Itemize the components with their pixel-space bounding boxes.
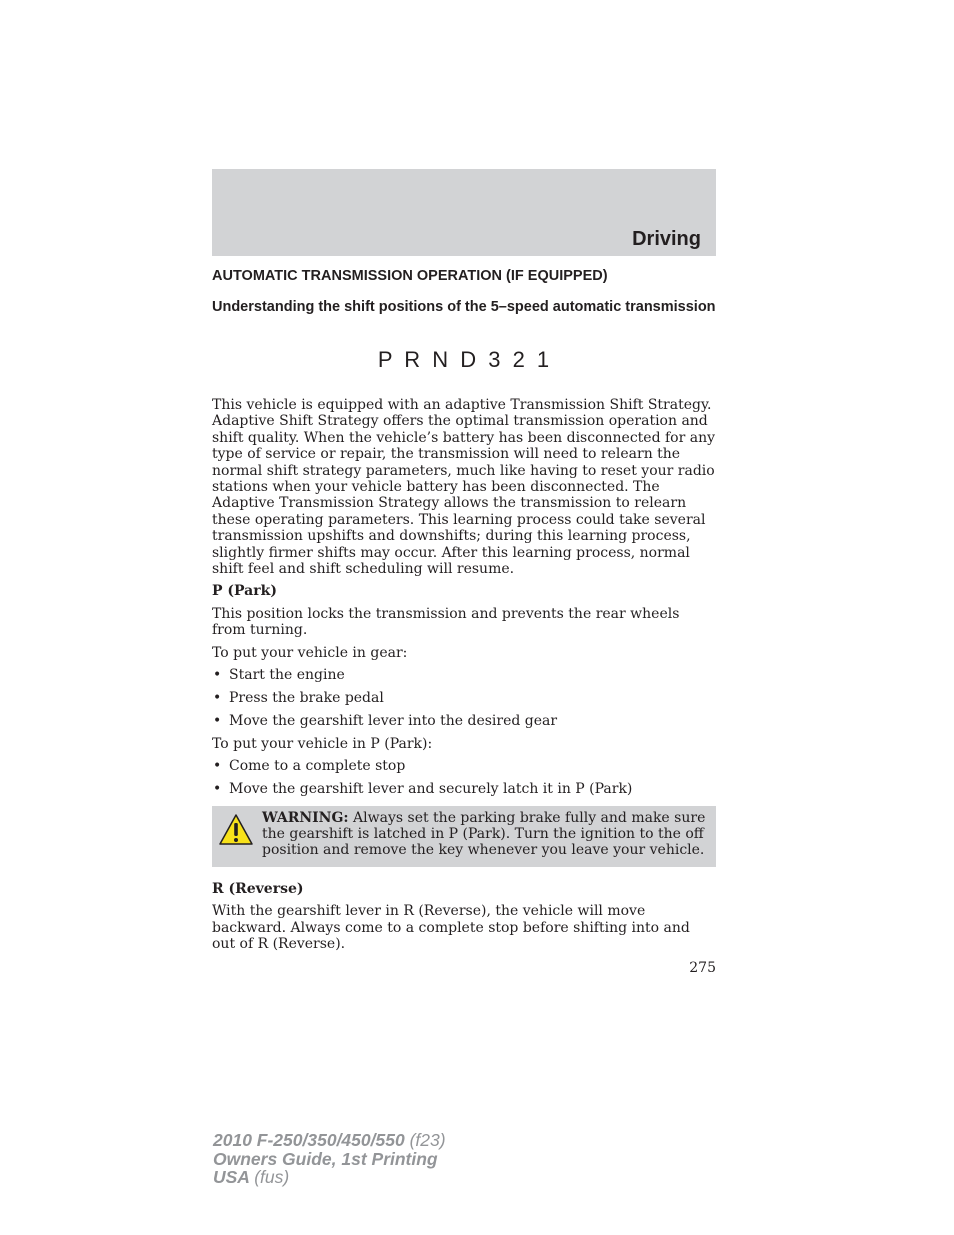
- park-intro: To put your vehicle in P (Park):: [212, 735, 433, 752]
- warning-text: Always set the parking brake fully and make sure the gearshift is latched in P (Park). Turn the ignition to the off position and remove the key whenever you leave your vehicle.: [262, 809, 706, 859]
- section-header-bar: [212, 169, 716, 256]
- footer-market: USA: [213, 1167, 250, 1187]
- footer-market-code: (fus): [254, 1167, 290, 1187]
- list-item: • Press the brake pedal: [212, 690, 716, 706]
- footer-model: 2010 F-250/350/450/550: [213, 1130, 405, 1150]
- list-item: • Come to a complete stop: [212, 758, 716, 774]
- footer-line-2: Owners Guide, 1st Printing: [213, 1148, 438, 1169]
- footer-line-3: [213, 1168, 446, 1187]
- warning-triangle-icon: [218, 812, 254, 848]
- list-item: • Move the gearshift lever into the desired gear: [212, 713, 716, 729]
- shift-pattern: P R N D 3 2 1: [377, 347, 553, 372]
- page-number: 275: [689, 960, 716, 976]
- section-title: Driving: [632, 228, 701, 250]
- document-footer: [213, 1131, 446, 1187]
- main-content: [212, 397, 716, 958]
- park-description: This position locks the transmission and prevents the rear wheels from turning.: [212, 605, 680, 639]
- gear-intro: To put your vehicle in gear:: [212, 644, 408, 661]
- reverse-description: With the gearshift lever in R (Reverse), the vehicle will move backward. Always come to a complete stop before shifting into and out of R (Reverse).: [212, 903, 690, 952]
- warning-label: WARNING:: [262, 809, 349, 826]
- list-item: • Move the gearshift lever and securely latch it in P (Park): [212, 781, 716, 797]
- park-steps-list: [212, 758, 716, 797]
- gear-steps-list: [212, 667, 716, 729]
- page-heading: AUTOMATIC TRANSMISSION OPERATION (IF EQUIPPED): [212, 268, 608, 284]
- intro-paragraph: This vehicle is equipped with an adaptive Transmission Shift Strategy. Adaptive Shift Strategy offers the optimal transmission operation and shift quality. When the vehicle’s battery has been disconnected for any type of service or repair, the transmission will need to relearn the normal shift strategy parameters, much like having to reset your radio stations when your vehicle battery has been disconnected. The Adaptive Transmission Strategy allows the transmission to relearn these operating parameters. This learning process could take several transmission upshifts and downshifts; during this learning process, slightly firmer shifts may occur. After this learning process, normal shift feel and shift scheduling will resume.: [212, 397, 716, 578]
- footer-line-1: [213, 1131, 446, 1150]
- list-item: • Start the engine: [212, 667, 716, 683]
- reverse-heading: R (Reverse): [212, 880, 304, 897]
- page-subheading: Understanding the shift positions of the 5–speed automatic transmission: [212, 299, 716, 315]
- park-heading: P (Park): [212, 583, 277, 600]
- warning-box: [212, 806, 716, 867]
- footer-model-code: (f23): [409, 1130, 446, 1150]
